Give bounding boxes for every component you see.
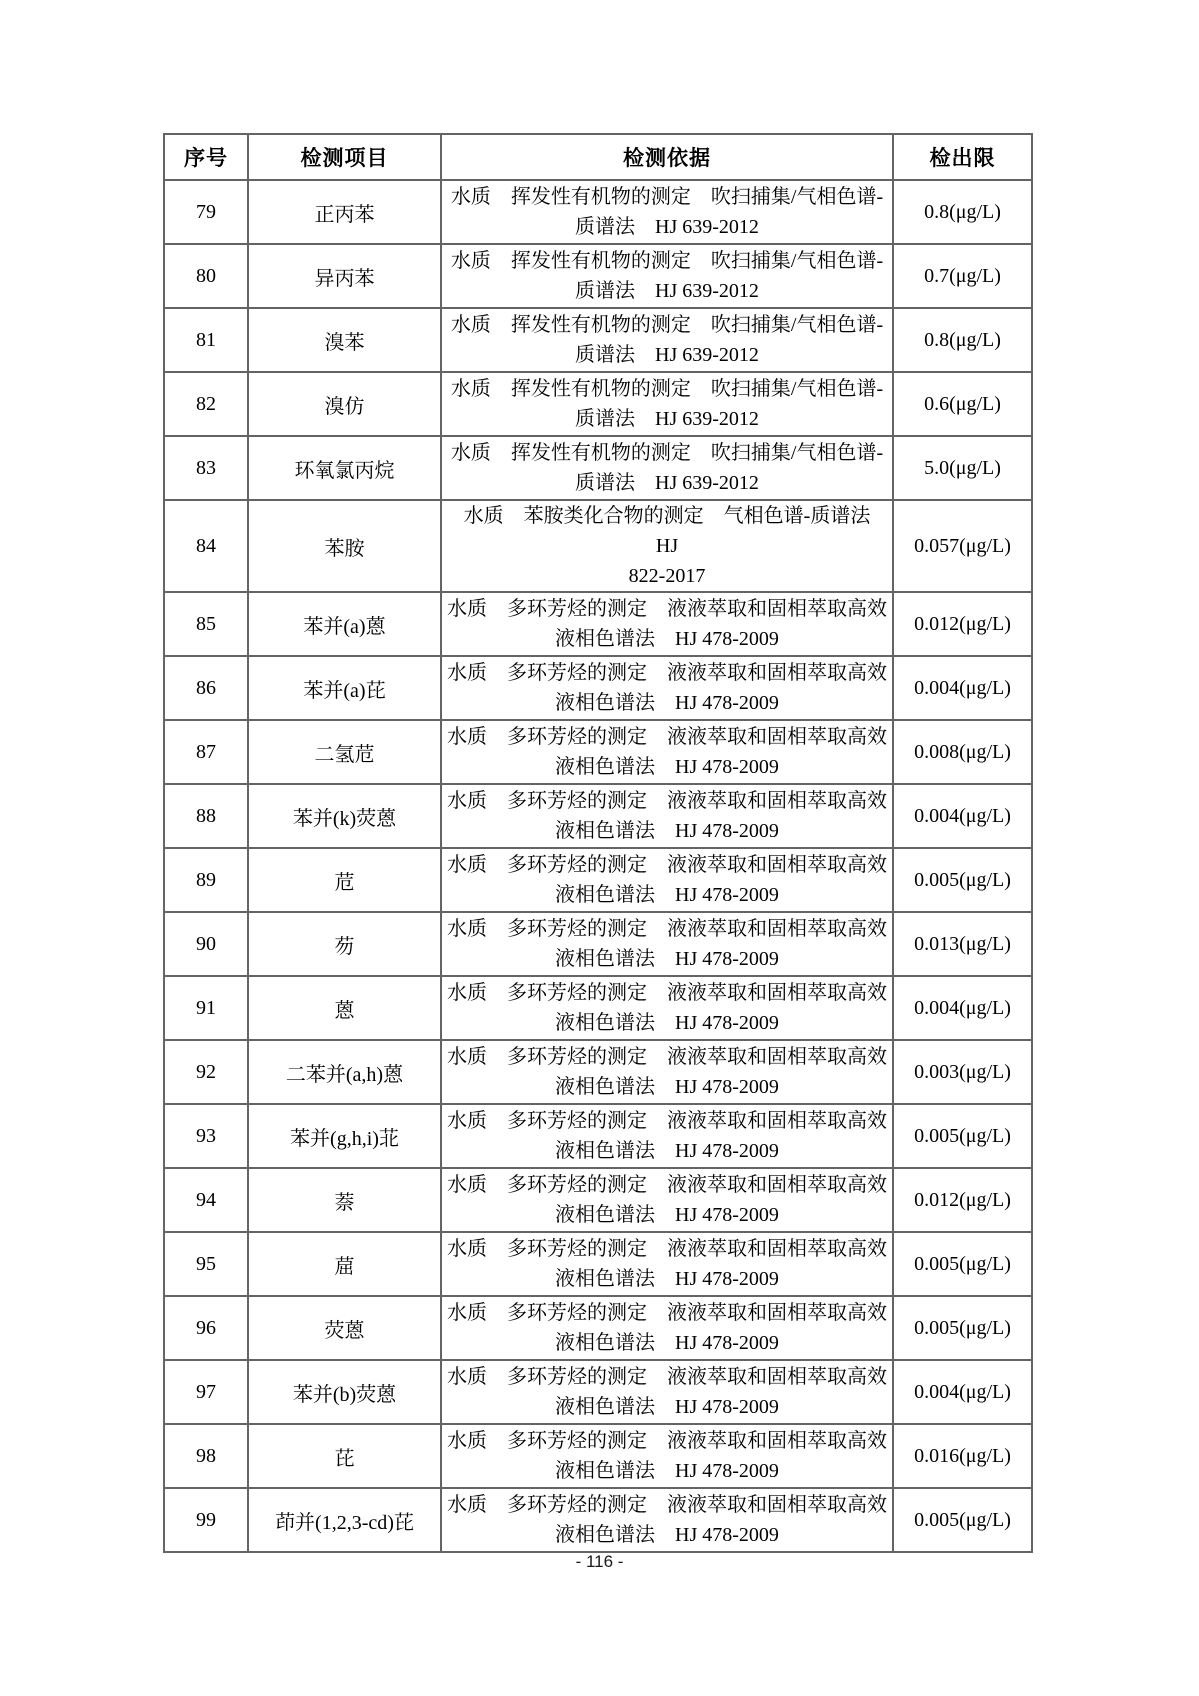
basis-line1: 水质 多环芳烃的测定 液液萃取和固相萃取高效 [447,1366,887,1388]
cell-no: 80 [164,244,248,308]
cell-basis [441,1360,893,1424]
basis-line1: 水质 挥发性有机物的测定 吹扫捕集/气相色谱- [450,378,884,400]
cell-no: 97 [164,1360,248,1424]
cell-basis [441,1488,893,1552]
basis-line2: 液相色谱法 HJ 478-2009 [555,692,779,714]
table-row [164,372,1032,436]
basis-line1: 水质 挥发性有机物的测定 吹扫捕集/气相色谱- [450,186,884,208]
basis-line1: 水质 挥发性有机物的测定 吹扫捕集/气相色谱- [450,442,884,464]
cell-limit: 0.005(μg/L) [893,1296,1032,1360]
table-row [164,912,1032,976]
cell-item: 苊 [248,848,441,912]
table-row [164,436,1032,500]
basis-line1: 水质 多环芳烃的测定 液液萃取和固相萃取高效 [447,1046,887,1068]
cell-no: 88 [164,784,248,848]
basis-line1: 水质 多环芳烃的测定 液液萃取和固相萃取高效 [447,1110,887,1132]
cell-basis [441,1424,893,1488]
basis-line2: 液相色谱法 HJ 478-2009 [555,1076,779,1098]
cell-basis [441,500,893,592]
basis-line1: 水质 苯胺类化合物的测定 气相色谱-质谱法 HJ [463,505,891,557]
table-row [164,656,1032,720]
cell-limit: 0.008(μg/L) [893,720,1032,784]
basis-line1: 水质 多环芳烃的测定 液液萃取和固相萃取高效 [447,1302,887,1324]
cell-item: 苯并(b)荧蒽 [248,1360,441,1424]
cell-basis [441,784,893,848]
cell-basis [441,1104,893,1168]
table-row [164,1040,1032,1104]
cell-limit: 0.8(μg/L) [893,180,1032,244]
cell-no: 79 [164,180,248,244]
cell-item: 苯并(a)蒽 [248,592,441,656]
cell-basis [441,656,893,720]
cell-limit: 0.013(μg/L) [893,912,1032,976]
cell-limit: 0.004(μg/L) [893,784,1032,848]
cell-item: 萘 [248,1168,441,1232]
cell-basis [441,720,893,784]
table-row [164,848,1032,912]
cell-limit: 0.016(μg/L) [893,1424,1032,1488]
table-row [164,500,1032,592]
cell-basis [441,436,893,500]
column-header-basis: 检测依据 [441,134,893,180]
basis-line1: 水质 多环芳烃的测定 液液萃取和固相萃取高效 [447,918,887,940]
basis-line1: 水质 多环芳烃的测定 液液萃取和固相萃取高效 [447,662,887,684]
cell-limit: 0.005(μg/L) [893,1488,1032,1552]
cell-item: 环氧氯丙烷 [248,436,441,500]
page-number: - 116 - [575,1552,624,1571]
table-row [164,784,1032,848]
table-row [164,1232,1032,1296]
cell-basis [441,1232,893,1296]
basis-line1: 水质 多环芳烃的测定 液液萃取和固相萃取高效 [447,598,887,620]
cell-no: 82 [164,372,248,436]
table-row [164,976,1032,1040]
basis-line2: 质谱法 HJ 639-2012 [575,408,759,430]
cell-no: 90 [164,912,248,976]
basis-line1: 水质 多环芳烃的测定 液液萃取和固相萃取高效 [447,726,887,748]
cell-item: 苯并(a)芘 [248,656,441,720]
cell-no: 91 [164,976,248,1040]
table-row [164,592,1032,656]
basis-line1: 水质 挥发性有机物的测定 吹扫捕集/气相色谱- [450,250,884,272]
basis-line1: 水质 挥发性有机物的测定 吹扫捕集/气相色谱- [450,314,884,336]
basis-line1: 水质 多环芳烃的测定 液液萃取和固相萃取高效 [447,1430,887,1452]
table-row [164,180,1032,244]
basis-line1: 水质 多环芳烃的测定 液液萃取和固相萃取高效 [447,982,887,1004]
cell-no: 93 [164,1104,248,1168]
cell-limit: 0.004(μg/L) [893,656,1032,720]
basis-line2: 液相色谱法 HJ 478-2009 [555,884,779,906]
cell-limit: 0.005(μg/L) [893,1232,1032,1296]
basis-line2: 液相色谱法 HJ 478-2009 [555,1140,779,1162]
basis-line2: 822-2017 [628,565,706,587]
cell-no: 86 [164,656,248,720]
table-row [164,1424,1032,1488]
cell-item: 苯并(g,h,i)苝 [248,1104,441,1168]
cell-item: 苯并(k)荧蒽 [248,784,441,848]
table-row [164,308,1032,372]
cell-limit: 0.012(μg/L) [893,592,1032,656]
table-header-row [164,134,1032,180]
basis-line2: 液相色谱法 HJ 478-2009 [555,948,779,970]
cell-no: 98 [164,1424,248,1488]
basis-line1: 水质 多环芳烃的测定 液液萃取和固相萃取高效 [447,1174,887,1196]
table-row [164,1488,1032,1552]
cell-limit: 0.012(μg/L) [893,1168,1032,1232]
basis-line1: 水质 多环芳烃的测定 液液萃取和固相萃取高效 [447,790,887,812]
cell-item: 䓛 [248,1232,441,1296]
table-row [164,1360,1032,1424]
basis-line2: 液相色谱法 HJ 478-2009 [555,1332,779,1354]
basis-line1: 水质 多环芳烃的测定 液液萃取和固相萃取高效 [447,1494,887,1516]
cell-basis [441,180,893,244]
cell-basis [441,848,893,912]
cell-item: 荧蒽 [248,1296,441,1360]
cell-no: 85 [164,592,248,656]
basis-line2: 质谱法 HJ 639-2012 [575,344,759,366]
cell-limit: 0.005(μg/L) [893,848,1032,912]
cell-basis [441,1168,893,1232]
detection-table [163,133,1033,1553]
cell-no: 81 [164,308,248,372]
basis-line2: 液相色谱法 HJ 478-2009 [555,1460,779,1482]
column-header-item: 检测项目 [248,134,441,180]
table-row [164,244,1032,308]
table-row [164,720,1032,784]
cell-limit: 0.004(μg/L) [893,976,1032,1040]
cell-item: 溴苯 [248,308,441,372]
cell-limit: 0.7(μg/L) [893,244,1032,308]
basis-line2: 质谱法 HJ 639-2012 [575,280,759,302]
cell-no: 89 [164,848,248,912]
cell-basis [441,1040,893,1104]
basis-line2: 液相色谱法 HJ 478-2009 [555,1396,779,1418]
basis-line1: 水质 多环芳烃的测定 液液萃取和固相萃取高效 [447,854,887,876]
cell-limit: 0.8(μg/L) [893,308,1032,372]
cell-item: 茚并(1,2,3-cd)芘 [248,1488,441,1552]
basis-line2: 液相色谱法 HJ 478-2009 [555,1268,779,1290]
cell-limit: 0.005(μg/L) [893,1104,1032,1168]
cell-no: 84 [164,500,248,592]
cell-no: 92 [164,1040,248,1104]
cell-limit: 5.0(μg/L) [893,436,1032,500]
cell-item: 芴 [248,912,441,976]
cell-basis [441,308,893,372]
cell-basis [441,372,893,436]
table-row [164,1296,1032,1360]
cell-item: 正丙苯 [248,180,441,244]
basis-line2: 液相色谱法 HJ 478-2009 [555,628,779,650]
cell-no: 87 [164,720,248,784]
cell-no: 94 [164,1168,248,1232]
basis-line1: 水质 多环芳烃的测定 液液萃取和固相萃取高效 [447,1238,887,1260]
cell-basis [441,976,893,1040]
cell-item: 二氢苊 [248,720,441,784]
basis-line2: 质谱法 HJ 639-2012 [575,472,759,494]
basis-line2: 液相色谱法 HJ 478-2009 [555,756,779,778]
cell-basis [441,1296,893,1360]
cell-item: 溴仿 [248,372,441,436]
cell-limit: 0.004(μg/L) [893,1360,1032,1424]
cell-no: 96 [164,1296,248,1360]
cell-item: 蒽 [248,976,441,1040]
cell-basis [441,592,893,656]
table-row [164,1168,1032,1232]
cell-item: 二苯并(a,h)蒽 [248,1040,441,1104]
basis-line2: 液相色谱法 HJ 478-2009 [555,820,779,842]
cell-limit: 0.6(μg/L) [893,372,1032,436]
column-header-limit: 检出限 [893,134,1032,180]
cell-basis [441,912,893,976]
cell-limit: 0.003(μg/L) [893,1040,1032,1104]
column-header-index: 序号 [164,134,248,180]
cell-limit: 0.057(μg/L) [893,500,1032,592]
cell-item: 异丙苯 [248,244,441,308]
cell-item: 苯胺 [248,500,441,592]
cell-no: 83 [164,436,248,500]
cell-basis [441,244,893,308]
basis-line2: 液相色谱法 HJ 478-2009 [555,1204,779,1226]
cell-no: 95 [164,1232,248,1296]
cell-no: 99 [164,1488,248,1552]
cell-item: 芘 [248,1424,441,1488]
basis-line2: 液相色谱法 HJ 478-2009 [555,1012,779,1034]
basis-line2: 液相色谱法 HJ 478-2009 [555,1524,779,1546]
basis-line2: 质谱法 HJ 639-2012 [575,216,759,238]
table-row [164,1104,1032,1168]
